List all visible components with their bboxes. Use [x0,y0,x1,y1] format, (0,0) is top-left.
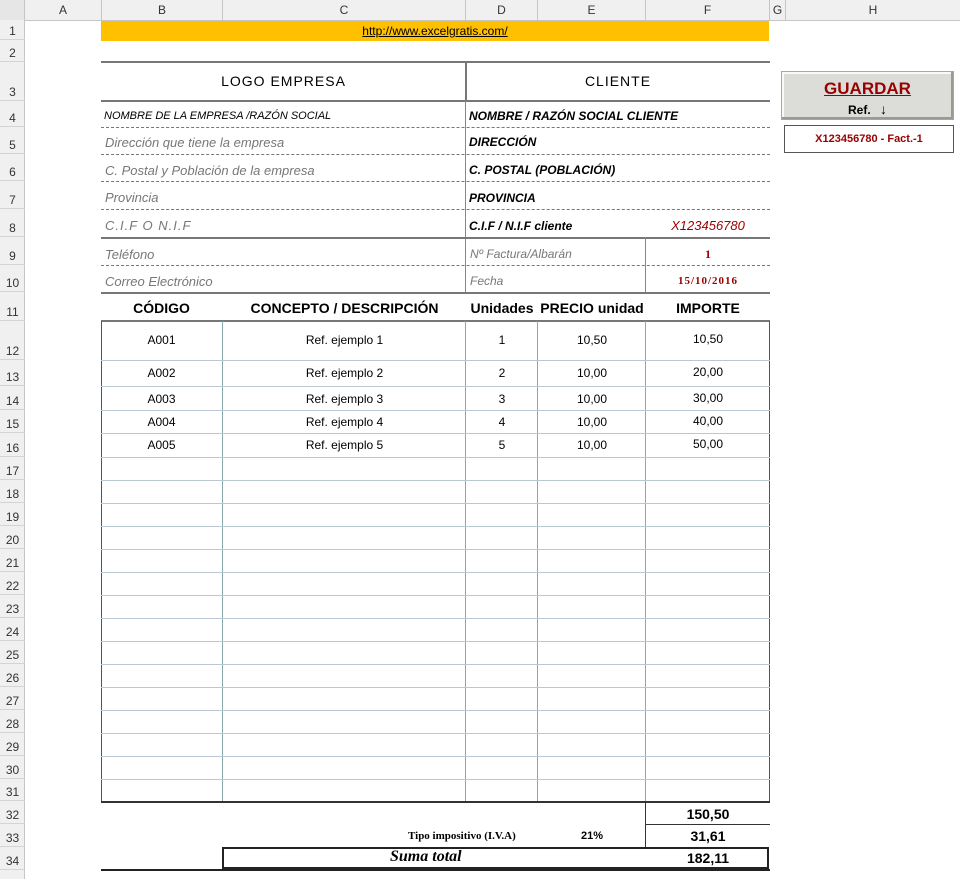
column-header-b[interactable]: B [102,0,223,20]
row-header-29[interactable]: 29 [0,733,25,756]
item-amount[interactable]: 20,00 [692,365,724,379]
column-header-a[interactable]: A [25,0,102,20]
table-row-line [101,664,770,665]
subtotal-value: 150,50 [686,806,730,822]
row-header-17[interactable]: 17 [0,457,25,480]
row-header-5[interactable]: 5 [0,127,25,154]
select-all-corner[interactable] [0,0,25,20]
row-header-6[interactable]: 6 [0,154,25,181]
row-header-16[interactable]: 16 [0,433,25,457]
client-heading: CLIENTE [584,73,652,89]
invoice-date: 15/10/2016 [677,275,739,287]
table-row-line [101,618,770,619]
tax-label: Tipo impositivo (I.V.A) [408,830,516,842]
row-rule [101,154,770,155]
arrow-down-icon: ↓ [880,101,887,117]
client-postal: C. POSTAL (POBLACIÓN) [469,163,616,177]
row-header-23[interactable]: 23 [0,595,25,618]
client-cif-label: C.I.F / N.I.F cliente [469,219,573,233]
tax-amount: 31,61 [690,828,726,844]
table-row-line [101,756,770,757]
item-units[interactable]: 4 [498,415,506,429]
table-row-line [101,549,770,550]
row-header-3[interactable]: 3 [0,62,25,101]
company-postal: C. Postal y Población de la empresa [105,163,315,178]
save-button[interactable] [781,71,954,120]
client-province: PROVINCIA [469,191,536,205]
column-header-d[interactable]: D [466,0,538,20]
reference-box: X123456780 - Fact.-1 [784,125,954,153]
row-header-34[interactable]: 34 [0,847,25,870]
row-header-12[interactable]: 12 [0,321,25,360]
row-header-7[interactable]: 7 [0,181,25,209]
sheet-bottom-rule [101,869,770,871]
row-header-14[interactable]: 14 [0,386,25,410]
row-header-13[interactable]: 13 [0,360,25,386]
item-units[interactable]: 5 [498,438,506,452]
row-rule [101,127,770,128]
row-header-30[interactable]: 30 [0,756,25,779]
row-header-2[interactable]: 2 [0,40,25,62]
logo-placeholder: LOGO EMPRESA [221,73,346,89]
table-top-rule [101,320,770,322]
column-header-h[interactable]: H [868,3,878,17]
item-description[interactable]: Ref. ejemplo 1 [305,333,384,347]
col-amount-header: IMPORTE [676,300,740,316]
table-row-line [101,687,770,688]
column-header-g[interactable]: G [770,0,786,20]
row-header-8[interactable]: 8 [0,209,25,237]
item-description[interactable]: Ref. ejemplo 2 [305,366,384,380]
client-address: DIRECCIÓN [469,135,537,149]
row-rule [101,265,770,266]
row-header-22[interactable]: 22 [0,572,25,595]
header-bottom-rule [101,100,770,102]
item-unit-price[interactable]: 10,00 [576,438,608,452]
website-link[interactable]: http://www.excelgratis.com/ [362,24,508,38]
row-rule [101,292,770,294]
tax-rate: 21% [581,830,604,842]
row-rule [101,237,770,239]
item-units[interactable]: 1 [498,333,506,347]
row-header-15[interactable]: 15 [0,410,25,433]
row-header-10[interactable]: 10 [0,265,25,292]
table-row-line [101,595,770,596]
item-unit-price[interactable]: 10,00 [576,415,608,429]
company-cif: C.I.F O N.I.F [105,218,192,233]
table-row-line [101,641,770,642]
item-unit-price[interactable]: 10,00 [576,366,608,380]
client-cif-value: X123456780 [671,218,745,233]
item-code[interactable]: A005 [147,438,176,452]
table-row-line [101,710,770,711]
row-header-11[interactable]: 11 [0,292,25,321]
item-amount[interactable]: 30,00 [692,391,724,405]
ref-label: Ref. [847,103,871,117]
item-amount[interactable]: 40,00 [692,414,724,428]
row-header-20[interactable]: 20 [0,526,25,549]
column-header-e[interactable]: E [538,0,646,20]
item-units[interactable]: 3 [498,392,506,406]
row-header-9[interactable]: 9 [0,237,25,265]
col-price-header: PRECIO unidad [540,300,644,316]
item-unit-price[interactable]: 10,50 [576,333,608,347]
table-row-line [101,779,770,780]
row-header-19[interactable]: 19 [0,503,25,526]
table-row-line [101,386,770,387]
client-name: NOMBRE / RAZÓN SOCIAL CLIENTE [469,109,679,123]
row-header-33[interactable]: 33 [0,824,25,847]
total-label: Suma total [390,848,462,865]
item-code[interactable]: A003 [147,392,176,406]
row-header-4[interactable]: 4 [0,101,25,127]
item-description[interactable]: Ref. ejemplo 3 [305,392,384,406]
row-header-21[interactable]: 21 [0,549,25,572]
table-row-line [101,457,770,458]
item-code[interactable]: A001 [147,333,176,347]
item-amount[interactable]: 50,00 [692,437,724,451]
totals-top-rule [101,801,770,803]
company-email: Correo Electrónico [105,274,213,289]
save-button-label: GUARDAR [824,79,911,98]
table-row-line [101,433,770,434]
invoice-number: 1 [705,247,711,261]
col-code-header: CÓDIGO [133,300,190,316]
column-header-f[interactable]: F [646,0,770,20]
company-name-label: NOMBRE DE LA EMPRESA /RAZÓN SOCIAL [104,110,332,122]
subtotal-rule [645,824,770,825]
total-value: 182,11 [686,850,730,866]
item-amount[interactable]: 10,50 [692,332,724,346]
info-divider [465,101,466,292]
table-row-line [101,410,770,411]
table-row-line [101,480,770,481]
col-desc-header: CONCEPTO / DESCRIPCIÓN [250,300,439,316]
row-header-27[interactable]: 27 [0,687,25,710]
table-row-line [101,733,770,734]
row-header-28[interactable]: 28 [0,710,25,733]
item-unit-price[interactable]: 10,00 [576,392,608,406]
row-rule [101,209,770,210]
table-row-line [101,503,770,504]
header-top-rule [101,61,770,63]
row-header-1[interactable]: 1 [0,20,25,40]
company-address: Dirección que tiene la empresa [105,135,285,150]
item-code[interactable]: A004 [147,415,176,429]
column-header-bar [0,0,960,21]
item-description[interactable]: Ref. ejemplo 5 [305,438,384,452]
row-header-18[interactable]: 18 [0,480,25,503]
invoice-label: Nº Factura/Albarán [470,247,572,261]
table-row-line [101,572,770,573]
item-code[interactable]: A002 [147,366,176,380]
row-rule [101,181,770,182]
item-description[interactable]: Ref. ejemplo 4 [305,415,384,429]
row-header-24[interactable]: 24 [0,618,25,641]
company-province: Provincia [105,190,159,205]
company-phone: Teléfono [105,247,155,262]
row-header-bar [0,20,25,879]
date-label: Fecha [470,274,504,288]
table-row-line [101,526,770,527]
col-units-header: Unidades [470,300,534,316]
row-header-32[interactable]: 32 [0,801,25,824]
item-units[interactable]: 2 [498,366,506,380]
row-header-31[interactable]: 31 [0,779,25,801]
column-header-c[interactable]: C [223,0,466,20]
row-header-25[interactable]: 25 [0,641,25,664]
table-row-line [101,360,770,361]
row-header-26[interactable]: 26 [0,664,25,687]
link-bar [101,21,769,41]
